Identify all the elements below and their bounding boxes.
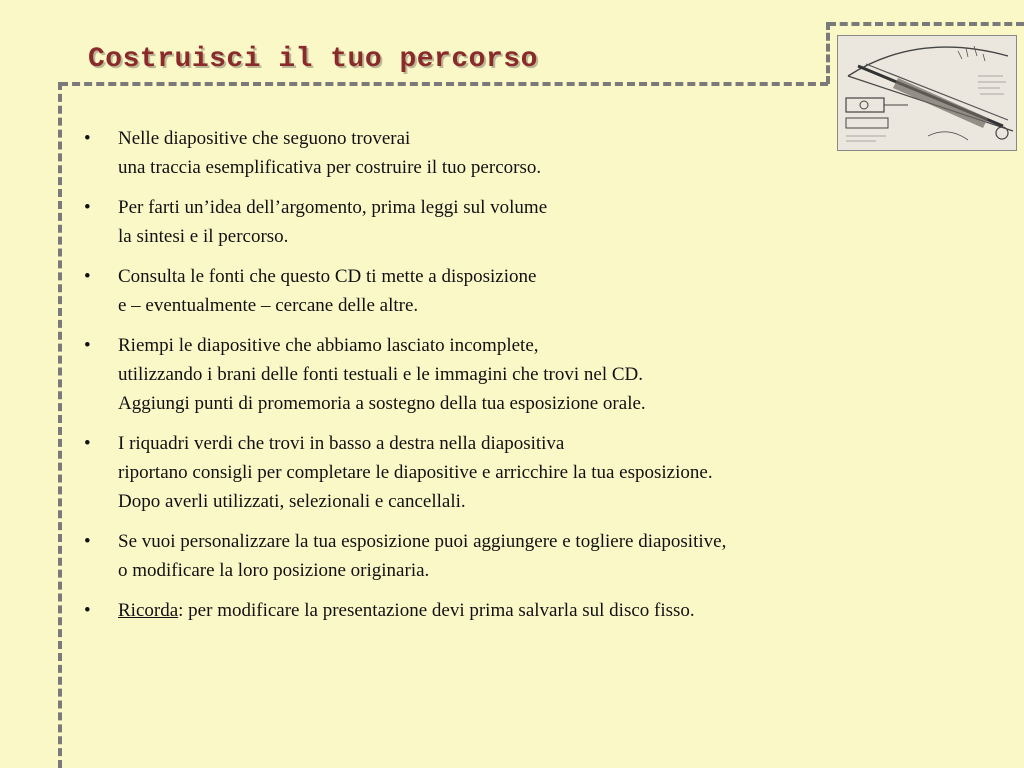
bullet-text-line: Se vuoi personalizzare la tua esposizione puoi aggiungere e togliere diapositive, — [118, 531, 727, 552]
list-item — [76, 429, 976, 516]
bullet-text-line: una traccia esemplificativa per costruire il tuo percorso. — [118, 157, 542, 178]
list-item — [76, 527, 976, 585]
title-underline-border — [60, 82, 828, 86]
bullet-text-line: Nelle diapositive che seguono troverai — [118, 128, 411, 149]
ricorda-link[interactable]: Ricorda — [118, 600, 179, 621]
left-border — [58, 82, 62, 768]
bullet-text-line: I riquadri verdi che trovi in basso a destra nella diapositiva — [118, 433, 565, 454]
bullet-list — [76, 124, 976, 636]
bullet-text-line: riportano consigli per completare le diapositive e arricchire la tua esposizione. — [118, 462, 713, 483]
bullet-text-line: Dopo averli utilizzati, selezionali e cancellali. — [118, 491, 466, 512]
list-item — [76, 124, 976, 182]
image-frame-left-border — [826, 22, 830, 84]
list-item — [76, 596, 976, 625]
bullet-text-line — [118, 596, 976, 625]
list-item — [76, 193, 976, 251]
bullet-text-line: Aggiungi punti di promemoria a sostegno della tua esposizione orale. — [118, 393, 646, 414]
bullet-text-line: utilizzando i brani delle fonti testuali e le immagini che trovi nel CD. — [118, 364, 643, 385]
bullet-marker: • — [84, 531, 91, 552]
bullet-marker: • — [84, 600, 91, 621]
bullet-marker: • — [84, 197, 91, 218]
bullet-marker: • — [84, 433, 91, 454]
slide-title: Costruisci il tuo percorso — [88, 44, 538, 75]
bullet-text-line: o modificare la loro posizione originaria. — [118, 560, 430, 581]
bullet-text-line: Consulta le fonti che questo CD ti mette a disposizione — [118, 266, 537, 287]
bullet-marker: • — [84, 128, 91, 149]
bullet-marker: • — [84, 335, 91, 356]
bullet-marker: • — [84, 266, 91, 287]
list-item — [76, 262, 976, 320]
ricorda-text: : per modificare la presentazione devi prima salvarla sul disco fisso. — [178, 600, 695, 621]
bullet-text-line: Riempi le diapositive che abbiamo lasciato incomplete, — [118, 335, 539, 356]
bullet-text-line: la sintesi e il percorso. — [118, 226, 289, 247]
top-border-right — [828, 22, 1024, 26]
bullet-text-line: e – eventualmente – cercane delle altre. — [118, 295, 419, 316]
bullet-text-line: Per farti un’idea dell’argomento, prima leggi sul volume — [118, 197, 548, 218]
list-item — [76, 331, 976, 418]
